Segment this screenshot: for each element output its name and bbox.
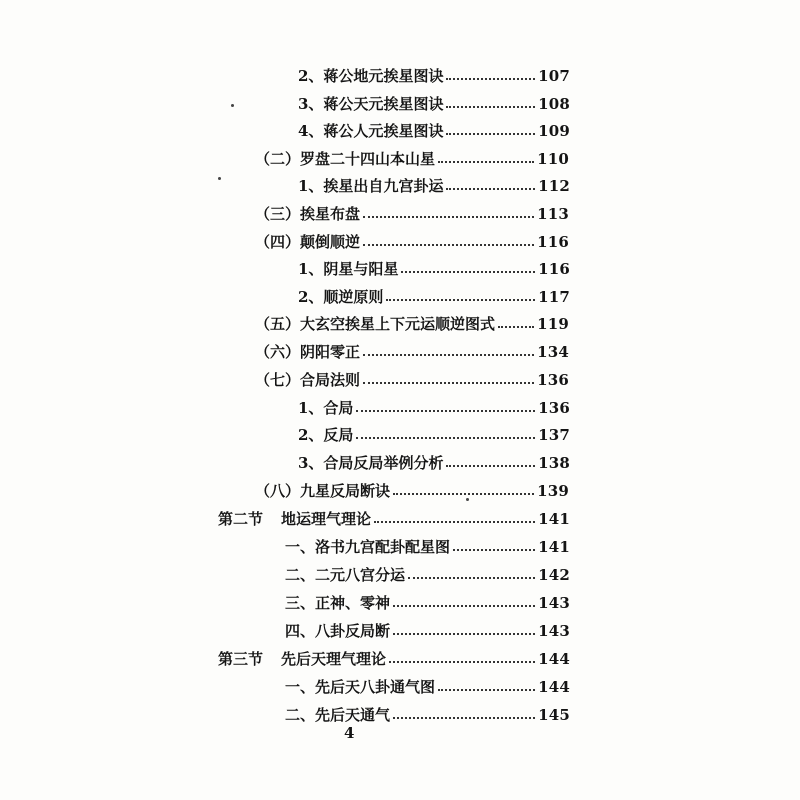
- toc-entry-label: 2、顺逆原则: [298, 288, 384, 306]
- dot-leader: [393, 633, 535, 635]
- toc-entry[interactable]: [298, 279, 570, 305]
- toc-entry-label: 四、八卦反局断: [285, 622, 391, 640]
- dot-leader: [408, 577, 535, 579]
- toc-entry-page: 143: [538, 594, 570, 612]
- toc-entry-label: （五）大玄空挨星上下元运顺逆图式: [255, 315, 496, 333]
- toc-entry-label: （七）合局法则: [255, 371, 361, 389]
- toc-entry[interactable]: [255, 362, 569, 388]
- toc-entry-page: 116: [537, 233, 569, 251]
- toc-entry-label: 先后天理气理论: [281, 650, 387, 668]
- toc-entry[interactable]: [298, 86, 570, 112]
- toc-entry-page: 113: [537, 205, 569, 223]
- toc-entry[interactable]: [255, 334, 569, 360]
- toc-entry[interactable]: [255, 473, 569, 499]
- toc-entry-label: 2、蒋公地元挨星图诀: [298, 67, 444, 85]
- toc-entry[interactable]: [285, 529, 570, 555]
- dot-leader: [401, 271, 535, 273]
- toc-section-number: 第二节: [218, 510, 264, 528]
- dot-leader: [446, 106, 535, 108]
- toc-entry-label: 二、二元八宫分运: [285, 566, 406, 584]
- dot-leader: [446, 133, 535, 135]
- toc-entry-page: 136: [538, 399, 570, 417]
- toc-entry-page: 145: [538, 706, 570, 724]
- toc-entry-page: 142: [538, 566, 570, 584]
- toc-section-number: 第三节: [218, 650, 264, 668]
- toc-entry-label: 一、洛书九宫配卦配星图: [285, 538, 451, 556]
- dot-leader: [438, 161, 534, 163]
- dot-leader: [363, 382, 534, 384]
- dot-leader: [393, 493, 534, 495]
- toc-entry-label: 三、正神、零神: [285, 594, 391, 612]
- dot-leader: [438, 689, 535, 691]
- toc-entry-label: （四）颠倒顺逆: [255, 233, 361, 251]
- dot-leader: [374, 521, 535, 523]
- toc-entry-page: 134: [537, 343, 569, 361]
- toc-entry-label: 2、反局: [298, 426, 354, 444]
- toc-entry-label: （二）罗盘二十四山本山星: [255, 150, 436, 168]
- dot-leader: [393, 605, 535, 607]
- toc-entry-label: （八）九星反局断诀: [255, 482, 391, 500]
- page-number: 4: [344, 724, 355, 742]
- toc-entry-label: 1、合局: [298, 399, 354, 417]
- toc-entry-page: 112: [538, 177, 570, 195]
- dot-leader: [446, 465, 535, 467]
- dot-leader: [389, 661, 535, 663]
- toc-entry[interactable]: [285, 585, 570, 611]
- toc-entry[interactable]: [285, 697, 570, 723]
- toc-entry[interactable]: [285, 669, 570, 695]
- dot-leader: [363, 216, 534, 218]
- toc-entry-page: 139: [537, 482, 569, 500]
- toc-entry-page: 109: [538, 122, 570, 140]
- dot-leader: [386, 299, 535, 301]
- toc-entry-page: 143: [538, 622, 570, 640]
- toc-entry-page: 137: [538, 426, 570, 444]
- toc-entry-label: 1、挨星出自九宫卦运: [298, 177, 444, 195]
- toc-entry-page: 119: [537, 315, 569, 333]
- toc-entry[interactable]: [255, 141, 569, 167]
- toc-entry-page: 136: [537, 371, 569, 389]
- toc-entry-page: 138: [538, 454, 570, 472]
- toc-entry[interactable]: [255, 224, 569, 250]
- toc-entry-label: 4、蒋公人元挨星图诀: [298, 122, 444, 140]
- toc-entry-page: 116: [538, 260, 570, 278]
- toc-entry-page: 144: [538, 678, 570, 696]
- toc-entry-label: 1、阴星与阳星: [298, 260, 399, 278]
- toc-entry[interactable]: [255, 306, 569, 332]
- toc-entry-page: 117: [538, 288, 570, 306]
- toc-entry[interactable]: [298, 251, 570, 277]
- toc-entry-page: 108: [538, 95, 570, 113]
- toc-entry-label: 3、合局反局举例分析: [298, 454, 444, 472]
- toc-entry-page: 110: [537, 150, 569, 168]
- dot-leader: [446, 78, 535, 80]
- toc-entry-page: 141: [538, 510, 570, 528]
- toc-entry-page: 144: [538, 650, 570, 668]
- toc-entry[interactable]: [285, 557, 570, 583]
- toc-section-entry[interactable]: [218, 501, 570, 527]
- dot-leader: [393, 717, 535, 719]
- toc-entry-label: 二、先后天通气: [285, 706, 391, 724]
- dot-leader: [446, 188, 535, 190]
- toc-entry-label: （六）阴阳零正: [255, 343, 361, 361]
- dot-leader: [498, 326, 534, 328]
- toc-entry-label: （三）挨星布盘: [255, 205, 361, 223]
- toc-entry[interactable]: [298, 417, 570, 443]
- toc-entry[interactable]: [285, 613, 570, 639]
- toc-entry-label: 地运理气理论: [281, 510, 372, 528]
- toc-entry[interactable]: [298, 113, 570, 139]
- toc-entry-label: 一、先后天八卦通气图: [285, 678, 436, 696]
- toc-entry[interactable]: [298, 168, 570, 194]
- toc-entry-page: 141: [538, 538, 570, 556]
- scan-speck: [466, 498, 469, 501]
- toc-entry[interactable]: [255, 196, 569, 222]
- scan-speck: [218, 177, 221, 180]
- toc-entry-label: 3、蒋公天元挨星图诀: [298, 95, 444, 113]
- dot-leader: [363, 244, 534, 246]
- dot-leader: [356, 437, 535, 439]
- toc-entry[interactable]: [298, 390, 570, 416]
- dot-leader: [356, 410, 535, 412]
- toc-entry[interactable]: [298, 445, 570, 471]
- dot-leader: [363, 354, 534, 356]
- toc-entry[interactable]: [298, 58, 570, 84]
- toc-entry-page: 107: [538, 67, 570, 85]
- toc-section-entry[interactable]: [218, 641, 570, 667]
- dot-leader: [453, 549, 535, 551]
- scan-speck: [231, 104, 234, 107]
